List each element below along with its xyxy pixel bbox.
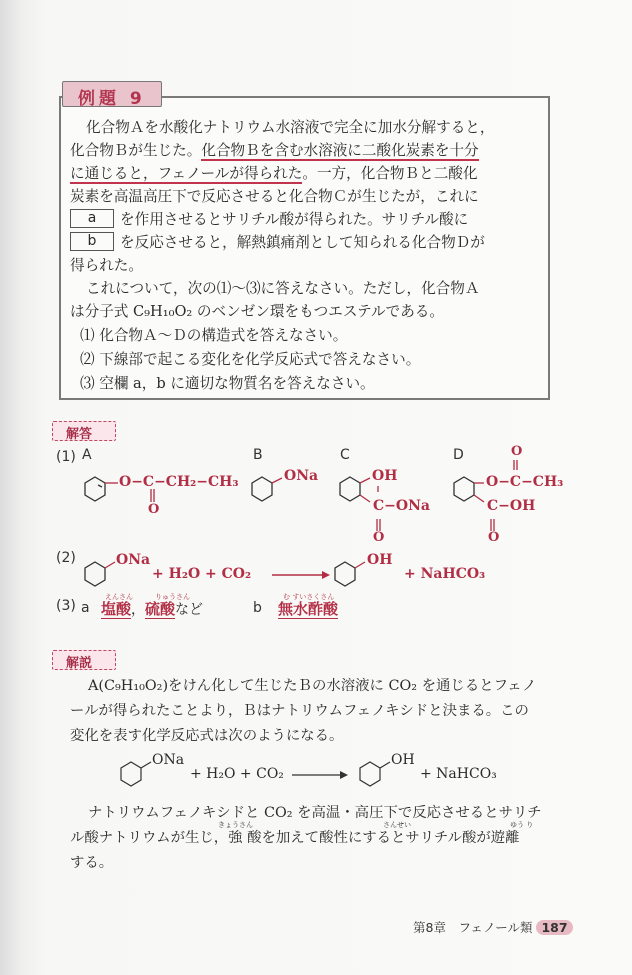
answer-1-number: (1) [56,449,76,465]
answer-acetic-anhydride: 無水酢酸 [278,600,339,618]
problem-line-5: a を作用させるとサリチル酸が得られた。サリチル酸に [70,208,468,231]
blank-a: a [70,209,114,228]
structures-svg [0,440,632,560]
benzene-ring-A [85,477,105,501]
answer-3a: 塩酸，硫酸など [101,600,204,618]
problem-line-9: は分子式 C₉H₁₀O₂ のベンゼン環をもつエステルである。 [70,303,444,320]
compound-B-label: B [253,447,263,463]
benzene-ring-expl-left [121,762,141,786]
page-footer [413,918,573,936]
answer-2-number: (2) [56,550,76,566]
compound-C-oxygen: O [373,530,385,545]
expl-eq-ONa: ONa [152,752,185,768]
compound-C-OH: OH [372,468,398,484]
expl-eq-OH: OH [391,752,415,768]
benzene-ring-D [454,477,474,501]
answer-hydrochloric-acid: 塩酸 [101,600,132,618]
compound-D-acetyl: O−C−CH₃ [486,474,564,490]
problem-line-8: これについて，次の⑴～⑶に答えなさい。ただし，化合物Ａ [86,280,480,297]
explanation-line-4: ナトリウムフェノキシドと CO₂ を高温・高圧下で反応させるとサリチ [88,805,542,821]
compound-D-label: D [453,447,464,463]
explanation-line-3: 変化を表す化学反応式は次のようになる。 [70,728,344,744]
answer-3a-label: a [81,600,90,616]
benzene-ring-eq-left [85,562,105,586]
compound-A-oxygen: O [148,502,160,517]
explanation-label: 解説 [66,656,93,671]
problem-line-7: 得られた。 [70,257,143,274]
question-1: ⑴ 化合物Ａ～Ｄの構造式を答えなさい。 [80,327,348,344]
compound-A-label: A [82,447,92,463]
answer-label-box [52,421,116,441]
chapter-title: 第8章 フェノール類 [413,920,533,935]
compound-C-label: C [340,447,350,463]
benzene-ring-expl-right [360,762,380,786]
problem-line-3: に通じると，フェノールが得られた。一方，化合物Ｂと二酸化 [70,165,478,182]
question-3: ⑶ 空欄 a，b に適切な物質名を答えなさい。 [80,375,375,392]
ruby-ensan: えんさん [105,593,133,601]
benzene-ring-eq-right [335,562,355,586]
answer-label: 解答 [66,427,93,442]
ruby-ryuusan: りゅうさん [155,593,190,601]
problem-tab-label: 例題 9 [78,89,146,109]
underlined-text: 化合物Ｂを含む水溶液に二酸化炭素を十分 [201,142,479,159]
eq-left-ONa: ONa [116,552,151,568]
explanation-line-6: する。 [70,855,114,871]
compound-D-carboxyl: C−OH [487,498,536,514]
benzene-ring-B [252,477,272,501]
explanation-line-5: ル酸ナトリウムが生じ，強 酸を加えて酸性にするとサリチル酸が遊離 [70,830,520,846]
eq-reagents: + H₂O + CO₂ [152,566,252,582]
problem-line-1: 化合物Ａを水酸化ナトリウム水溶液で完全に加水分解すると， [86,119,495,136]
problem-tab [62,81,162,107]
underlined-text-cont: に通じると， [70,165,158,182]
eq-right-OH: OH [367,552,393,568]
problem-line-4: 炭素を高温高圧下で反応させると化合物Ｃが生じたが，これに [70,188,479,205]
answer-sulfuric-acid: 硫酸 [145,600,176,618]
eq-products: + NaHCO₃ [404,566,486,582]
compound-D-oxygen-top: O [511,444,523,459]
page-number: 187 [536,920,572,935]
compound-C-carboxylate: C−ONa [373,498,430,514]
benzene-ring-C [340,477,360,501]
compound-D-oxygen-bottom: O [488,530,500,545]
problem-line-2: 化合物Ｂが生じた。化合物Ｂを含む水溶液に二酸化炭素を十分 [70,142,479,159]
compound-B-group: ONa [284,468,319,484]
explanation-line-2: ールが得られたことより，Ｂはナトリウムフェノキシドと決まる。この [70,703,529,719]
ruby-sansei: さんせい [383,821,411,829]
answer-3b [278,598,338,619]
blank-b: b [70,232,114,251]
explanation-label-box [52,650,116,670]
expl-eq-reagents: + H₂O + CO₂ [190,766,284,782]
ruby-yuuri: ゆう り [510,821,534,829]
explanation-equation-svg [0,748,632,798]
explanation-line-1: A(C₉H₁₀O₂)をけん化して生じたＢの水溶液に CO₂ を通じるとフェノ [88,678,537,694]
answer-3b-label: b [253,600,262,616]
ruby-kyousan: きょうさん [218,821,253,829]
question-2: ⑵ 下線部で起こる変化を化学反応式で答えなさい。 [80,351,421,368]
problem-line-6: b を反応させると，解熱鎮痛剤として知られる化合物Ｄが [70,231,485,254]
compound-A-chain: O−C−CH₂−CH₃ [119,474,239,490]
expl-eq-products: + NaHCO₃ [420,766,497,782]
ruby-musuisakusan: む すいさくさん [283,593,335,601]
answer-3-number: (3) [56,598,76,614]
